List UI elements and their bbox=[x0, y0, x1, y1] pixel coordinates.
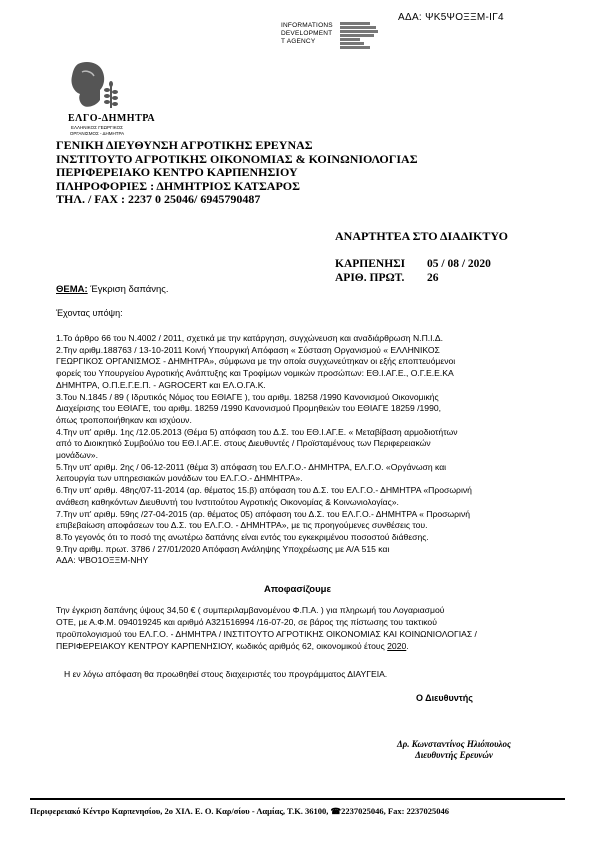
badge-line: INFORMATIONS bbox=[281, 22, 333, 29]
consideration-item bbox=[56, 509, 526, 532]
consideration-line: ΓΕΩΡΓΙΚΟΣ ΟΡΓΑΝΙΣΜΟΣ - ΔΗΜΗΤΡΑ», σύμφωνα με την οποία συγχωνεύτηκαν οι εξής εποπτευόμενοι bbox=[56, 356, 456, 367]
footer-divider bbox=[30, 798, 565, 800]
consideration-line: 1.Το άρθρο 66 του Ν.4002 / 2011, σχετικά με την κατάργηση, συγχώνευση και αναδιάρθρωση Ν.Π.Ι.Δ. bbox=[56, 333, 444, 343]
consideration-line: 7.Την υπ' αριθμ. 59ης /27-04-2015 (αρ. θέματος 05) απόφαση του Δ.Σ. του ΕΛ.Γ.Ο.- ΔΗΜΗΤΡΑ « Προσωρινή bbox=[56, 508, 471, 519]
consideration-line: 5.Την υπ' αριθμ. 2ης / 06-12-2011 (θέμα 3) απόφαση του ΕΛ.Γ.Ο.- ΔΗΜΗΤΡΑ, ΕΛ.Γ.Ο. «Οργάνωση και bbox=[56, 461, 447, 472]
body-line: Την έγκριση δαπάνης ύψους 34,50 € ( συμπεριλαμβανομένου Φ.Π.Α. ) για πληρωμή του Λογαριασμού bbox=[56, 605, 445, 615]
considerations-list bbox=[56, 333, 526, 567]
logo-subtitle bbox=[66, 125, 128, 136]
letterhead-line: ΙΝΣΤΙΤΟΥΤΟ ΑΓΡΟΤΙΚΗΣ ΟΙΚΟΝΟΜΙΑΣ & ΚΟΙΝΩΝΙΟΛΟΓΙΑΣ bbox=[56, 151, 418, 166]
consideration-line: 4.Την υπ' αριθμ. 1ης /12.05.2013 (Θέμα 5) απόφαση του Δ.Σ. του ΕΘ.Ι.ΑΓ.Ε. « Μεταβίβαση αρμοδιοτήτων bbox=[56, 426, 458, 437]
director-title: Ο Διευθυντής bbox=[416, 693, 473, 703]
subject-label: ΘΕΜΑ: bbox=[56, 284, 88, 295]
logo-subtitle-line: ΟΡΓΑΝΙΣΜΟΣ - ΔΗΜΗΤΡΑ bbox=[69, 130, 125, 136]
consideration-line: φορείς του Υπουργείου Αγροτικής Ανάπτυξης και Τροφίμων νομικών προσώπων: ΕΘ.Ι.ΑΓ.Ε., Ο.Γ.Ε.Ε.ΚΑ bbox=[56, 368, 454, 379]
consideration-line: 3.Του Ν.1845 / 89 ( Ιδρυτικός Νόμος του ΕΘΙΑΓΕ ), του αριθμ. 18258 /1990 Κανονισμού Οικονομικής bbox=[56, 391, 439, 402]
consideration-item bbox=[56, 427, 526, 462]
posted-online-label: ΑΝΑΡΤΗΤΕΑ ΣΤΟ ΔΙΑΔΙΚΤΥΟ bbox=[335, 229, 508, 243]
letterhead-line: ΠΕΡΙΦΕΡΕΙΑΚΟ ΚΕΝΤΡΟ ΚΑΡΠΕΝΗΣΙΟΥ bbox=[56, 165, 298, 180]
consideration-line: 6.Την υπ' αριθμ. 48ης/07-11-2014 (αρ. θέματος 15.β) απόφαση του Δ.Σ. του ΕΛ.Γ.Ο.- ΔΗΜΗΤΡΑ «Προσωρινή bbox=[56, 485, 472, 496]
consideration-line: 8.Το γεγονός ότι το ποσό της ανωτέρω δαπάνης είναι εντός του εγκεκριμένου ποσοστού διάθεσης. bbox=[56, 531, 429, 542]
badge-fine-print bbox=[340, 21, 380, 50]
letterhead-line: ΠΛΗΡΟΦΟΡΙΕΣ : ΔΗΜΗΤΡΙΟΣ ΚΑΤΣΑΡΟΣ bbox=[56, 178, 300, 193]
signer-name: Δρ. Κωνσταντίνος Ηλιόπουλος bbox=[396, 739, 512, 749]
consideration-item bbox=[56, 345, 526, 392]
logo-name: ΕΛΓΟ-ΔΗΜΗΤΡΑ bbox=[68, 113, 156, 124]
consideration-line: από το Διοικητικό Συμβούλιο του ΕΘ.Ι.ΑΓ.Ε. στους Διευθυντές / Προϊσταμένους των Περιφερειακών bbox=[56, 438, 431, 449]
letterhead-line: ΓΕΝΙΚΗ ΔΙΕΥΘΥΝΣΗ ΑΓΡΟΤΙΚΗΣ ΕΡΕΥΝΑΣ bbox=[56, 138, 313, 152]
consideration-item bbox=[56, 544, 526, 567]
consideration-line: 2.Την αριθμ.188763 / 13-10-2011 Κοινή Υπουργική Απόφαση « Σύσταση Οργανισμού « ΕΛΛΗΝΙΚΟΣ bbox=[56, 344, 440, 355]
consideration-line: Διαχείρισης του ΕΘΙΑΓΕ, του αριθμ. 18259 /1990 Κανονισμού Προμηθειών του ΕΘΙΑΓΕ 18259 /1990, bbox=[56, 403, 442, 414]
protocol-label: ΑΡΙΘ. ΠΡΩΤ. bbox=[335, 272, 405, 284]
consideration-item bbox=[56, 333, 526, 345]
subject-line bbox=[56, 284, 169, 295]
subject-text: Έγκριση δαπάνης. bbox=[87, 284, 169, 295]
consideration-item bbox=[56, 392, 526, 427]
consideration-line: ΑΔΑ: ΨΒΟ1ΟΞΞΜ-ΝΗΥ bbox=[56, 555, 149, 566]
letterhead bbox=[56, 139, 418, 207]
signer-role: Διευθυντής Ερευνών bbox=[415, 750, 493, 760]
consideration-item bbox=[56, 485, 526, 508]
document-date: 05 / 08 / 2020 bbox=[427, 258, 491, 270]
body-line bbox=[56, 640, 538, 652]
footer-address: Περιφερειακό Κέντρο Καρπενησίου, 2ο ΧΙΛ. Ε. Ο. Καρ/σίου - Λαμίας, Τ.Κ. 36100, ☎2237025046, Fax: 2237025046 bbox=[30, 806, 450, 816]
ada-code: ΑΔΑ: ΨΚ5ΨΟΞΞΜ-ΙΓ4 bbox=[398, 12, 504, 23]
letterhead-line: ΤΗΛ. / FAX : 2237 0 25046/ 6945790487 bbox=[56, 192, 261, 207]
decision-body bbox=[56, 604, 538, 652]
fiscal-year: 2020 bbox=[387, 641, 407, 651]
consideration-line: ΔΗΜΗΤΡΑ, Ο.Π.Ε.Γ.Ε.Π. - AGROCERT και ΕΛ.Ο.ΓΑ.Κ. bbox=[56, 379, 266, 390]
signature-block bbox=[372, 739, 536, 761]
badge-line: T AGENCY bbox=[281, 38, 316, 45]
decision-title: Αποφασίζουμε bbox=[264, 584, 331, 595]
consideration-line: επιβεβαίωση αποφάσεων του Δ.Σ. του ΕΛ.Γ.Ο. - ΔΗΜΗΤΡΑ», με τις προηγούμενες συνθέσεις του. bbox=[56, 520, 428, 531]
body-line: ΟΤΕ, με Α.Φ.Μ. 094019245 και αριθμό Α321516994 /16-07-20, σε βάρος της πίστωσης του τακτικού bbox=[56, 617, 437, 627]
considering-label: Έχοντας υπόψη: bbox=[56, 308, 123, 318]
body-line-text: ΠΕΡΙΦΕΡΕΙΑΚΟΥ ΚΕΝΤΡΟΥ ΚΑΡΠΕΝΗΣΙΟΥ, κωδικός αριθμός 62, οικονομικού έτους bbox=[56, 641, 388, 651]
consideration-line: λειτουργία των υπηρεσιακών μονάδων του ΕΛ.Γ.Ο.- ΔΗΜΗΤΡΑ». bbox=[56, 473, 303, 484]
consideration-line: ανάθεση καθηκόντων Διευθυντή του Ινστιτούτου Αγροτικής Οικονομίας & Κοινωνιολογίας». bbox=[56, 496, 399, 507]
place-label: ΚΑΡΠΕΝΗΣΙ bbox=[335, 258, 406, 270]
consideration-line: 9.Την αριθμ. πρωτ. 3786 / 27/01/2020 Απόφαση Ανάληψης Υποχρέωσης με Α/Α 515 και bbox=[56, 543, 390, 554]
body-line: προϋπολογισμού του ΕΛ.Γ.Ο. - ΔΗΜΗΤΡΑ / ΙΝΣΤΙΤΟΥΤΟ ΑΓΡΟΤΙΚΗΣ ΟΙΚΟΝΟΜΙΑΣ ΚΑΙ ΚΟΙΝΩΝΙΟΛΟΓΙΑΣ / bbox=[56, 629, 477, 639]
consideration-item bbox=[56, 462, 526, 485]
protocol-number: 26 bbox=[427, 272, 439, 284]
consideration-item bbox=[56, 532, 526, 544]
consideration-line: όπως τροποποιήθηκαν και ισχύουν. bbox=[56, 414, 192, 425]
logo-subtitle-line: ΕΛΛΗΝΙΚΟΣ ΓΕΩΡΓΙΚΟΣ bbox=[71, 125, 123, 130]
body-end: . bbox=[406, 641, 409, 651]
badge-line: DEVELOPMENT bbox=[281, 30, 333, 37]
forwarding-note: Η εν λόγω απόφαση θα προωθηθεί στους διαχειριστές του προγράμματος ΔΙΑΥΓΕΙΑ. bbox=[64, 669, 388, 679]
consideration-line: μονάδων». bbox=[56, 450, 98, 461]
